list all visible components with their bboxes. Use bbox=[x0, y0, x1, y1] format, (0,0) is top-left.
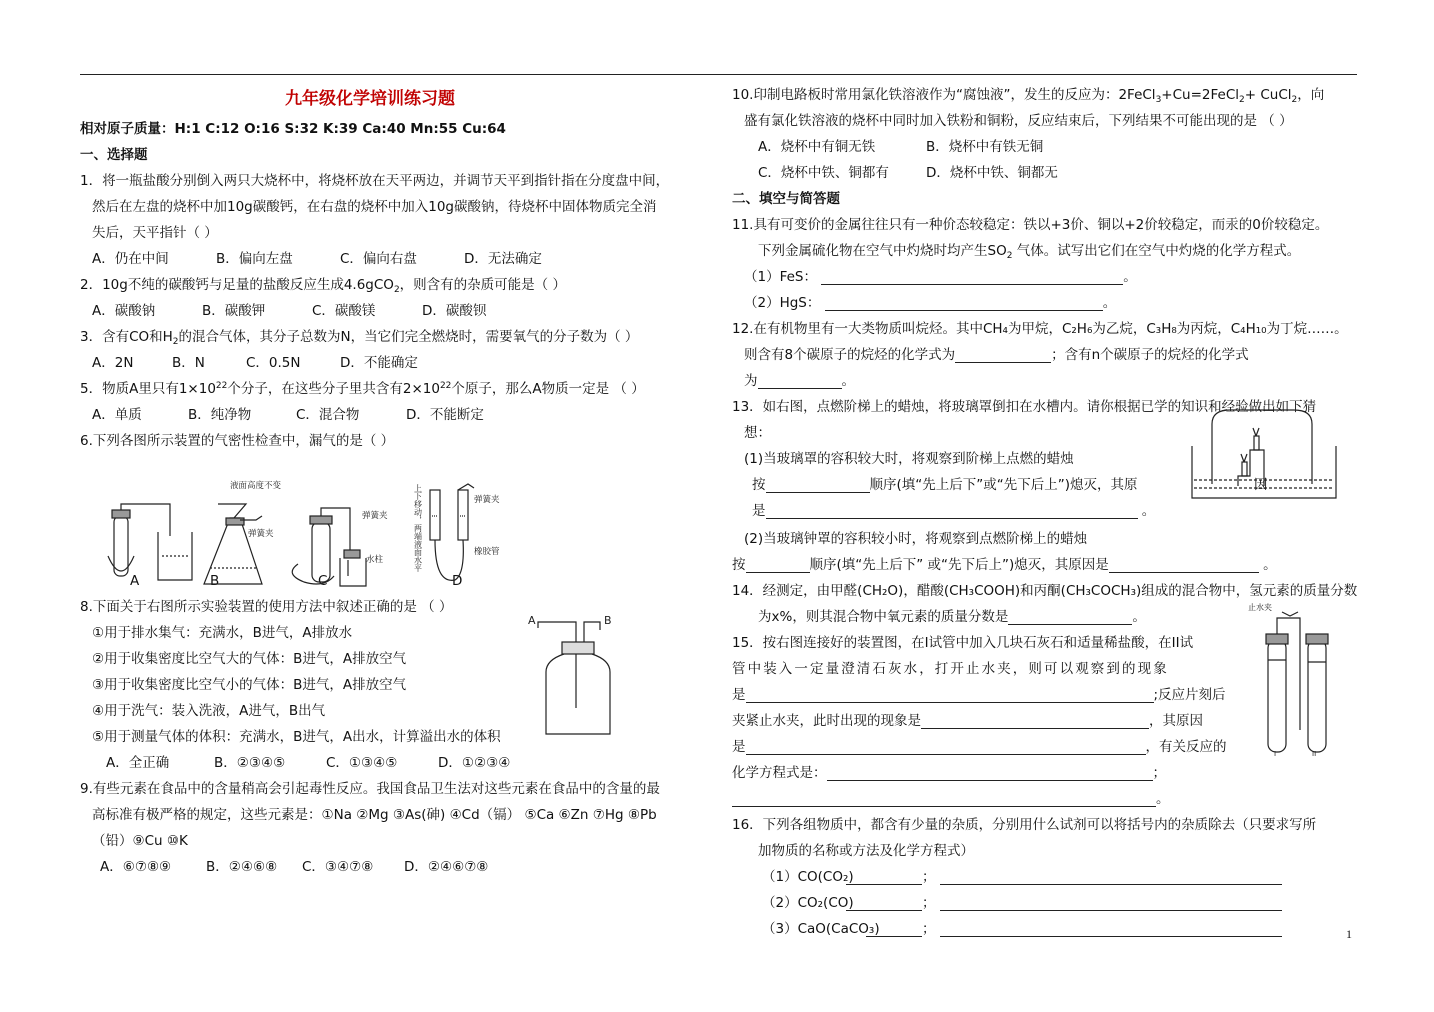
label-clamp-c: 弹簧夹 bbox=[362, 511, 388, 521]
q14-text: 为x%，则其混合物中氧元素的质量分数是 bbox=[758, 609, 1009, 625]
option: A．⑥⑦⑧⑨ bbox=[100, 859, 172, 875]
hand bbox=[292, 564, 334, 584]
q14-text: 14．经测定，由甲醛(CH₂O)，醋酸(CH₃COOH)和丙酮(CH₃COCH₃)组成的混合物中，氢元素的质量分数 bbox=[732, 583, 1358, 599]
question-9 bbox=[80, 776, 720, 880]
q3-options bbox=[80, 350, 720, 376]
label-b: B bbox=[604, 614, 612, 627]
q15-text: 管中装入一定量澄清石灰水，打开止水夹，则可以观察到的现象 bbox=[732, 661, 1169, 677]
q15-text: 是 bbox=[732, 739, 746, 755]
option: D．不能断定 bbox=[406, 407, 484, 423]
q13-text: 想： bbox=[744, 425, 771, 441]
q13-text: (1)当玻璃罩的容积较大时，将观察到阶梯上点燃的蜡烛 bbox=[744, 451, 1074, 467]
right-column bbox=[732, 82, 1362, 942]
page-title: 九年级化学培训练习题 bbox=[285, 89, 455, 109]
figure-label-b: B bbox=[210, 573, 220, 589]
option: B．N bbox=[172, 355, 205, 371]
answer-blank[interactable] bbox=[846, 868, 922, 885]
label-a: A bbox=[528, 614, 536, 627]
q12-text: ；含有n个碳原子的烷烃的化学式 bbox=[1051, 347, 1249, 363]
q16-item: （3）CaO(CaCO₃) bbox=[762, 921, 880, 937]
gas-bottle bbox=[546, 654, 610, 734]
q1-line: 失后，天平指针（ ） bbox=[92, 225, 218, 241]
stopper bbox=[112, 510, 130, 518]
label-clamp-b: 弹簧夹 bbox=[248, 529, 274, 539]
answer-blank[interactable] bbox=[732, 790, 1156, 807]
bottle-stopper bbox=[562, 642, 594, 654]
label-tube-i: I bbox=[1274, 750, 1277, 758]
conical-flask bbox=[204, 518, 262, 584]
q11-part: （2）HgS： bbox=[744, 295, 821, 311]
q15-text: 化学方程式是： bbox=[732, 765, 827, 781]
option: D．不能确定 bbox=[340, 355, 418, 371]
answer-blank[interactable] bbox=[921, 712, 1149, 729]
q13-text: 是 bbox=[752, 503, 766, 519]
q2-options bbox=[80, 298, 720, 324]
q12-text: 12.在有机物里有一大类物质叫烷烃。其中CH₄为甲烷，C₂H₆为乙烷，C₃H₈为丙烷，C₄H₁₀为丁烷……。 bbox=[732, 321, 1348, 337]
answer-blank[interactable] bbox=[827, 764, 1153, 781]
option: C．烧杯中铁、铜都有 bbox=[758, 165, 889, 181]
tube-d-right bbox=[458, 490, 468, 540]
long-tube-a bbox=[538, 622, 576, 708]
question-10: 10.印制电路板时常用氯化铁溶液作为“腐蚀液”，发生的反应为：2FeCl$_3$+Cu=2FeCl$_2$+ CuCl$_2$，向 盛有氯化铁溶液的烧杯中同时加入铁粉和铜粉，反应结束后，下列结果不可能出现的是 （ ） A．烧杯中有铜无铁 B．烧杯中有铁无铜 C．烧杯中铁、铜都有 D．烧杯中铁、铜都无 bbox=[732, 82, 1362, 186]
q13-text: 按 bbox=[752, 477, 766, 493]
atomic-mass-line: 相对原子质量：H:1 C:12 O:16 S:32 K:39 Ca:40 Mn:55 Cu:64 bbox=[80, 121, 506, 137]
q9-text: 高标准有极严格的规定，这些元素是：①Na ②Mg ③As(砷) ④Cd（镉） ⑤Ca ⑥Zn ⑦Hg ⑧Pb bbox=[92, 807, 657, 823]
answer-blank[interactable] bbox=[758, 372, 842, 389]
answer-blank[interactable] bbox=[766, 502, 1138, 519]
question-11: 11.具有可变价的金属往往只有一种价态较稳定：铁以+3价、铜以+2价较稳定，而汞的0价较稳定。 下列金属硫化物在空气中灼烧时均产生$SO_2$ 气体。试写出它们在空气中灼烧的化学方程式。 （1）FeS： 。 （2）HgS： 。 bbox=[732, 212, 1362, 316]
q8-item: ③用于收集密度比空气小的气体：B进气，A排放空气 bbox=[92, 677, 407, 693]
figure-label-a: A bbox=[130, 573, 140, 589]
q11-part: （1）FeS： bbox=[744, 269, 817, 285]
q16-text: 加物质的名称或方法及化学方程式） bbox=[758, 843, 974, 859]
question-13: 13．如右图，点燃阶梯上的蜡烛，将玻璃罩倒扣在水槽内。请你根据已学的知识和经验做出如下猜 想： (1)当玻璃罩的容积较大时，将观察到阶梯上点燃的蜡烛 按 顺序(填“先上后下”或“先下后上”)熄灭，其原 因 是 。 (2)当玻璃钟罩的容积较小时，将观察到点燃阶梯上的蜡烛 按 顺序(填“先上后下” 或“先下后上”)熄灭，其原因是 。 bbox=[732, 394, 1362, 578]
q8-gas-bottle-figure bbox=[524, 612, 628, 738]
answer-blank[interactable] bbox=[746, 556, 810, 573]
exponent: 22 bbox=[439, 381, 452, 391]
label-level-unchanged: 液面高度不变 bbox=[230, 481, 282, 491]
q15-text: ，有关反应的 bbox=[1145, 739, 1227, 755]
section-heading-fill: 二、填空与简答题 bbox=[732, 191, 840, 207]
q15-text: ;反应片刻后 bbox=[1153, 687, 1226, 703]
q9-options bbox=[80, 854, 720, 880]
option: B．碳酸钾 bbox=[202, 303, 266, 319]
q5-text: 5．物质A里只有1×10 bbox=[80, 381, 216, 397]
option: D．②④⑥⑦⑧ bbox=[404, 859, 489, 875]
q15-text: ； bbox=[1152, 765, 1166, 781]
option: D．烧杯中铁、铜都无 bbox=[926, 165, 1058, 181]
label-move-up-down: 上下移动，两端液面水平 bbox=[413, 484, 423, 572]
header-rule bbox=[80, 74, 1357, 75]
option: A．单质 bbox=[92, 407, 142, 423]
q10-text: + CuCl bbox=[1244, 87, 1292, 103]
q8-item: ①用于排水集气：充满水，B进气，A排放水 bbox=[92, 625, 353, 641]
figure-label-c: C bbox=[318, 573, 328, 589]
option: A．全正确 bbox=[106, 755, 170, 771]
option: B．②④⑥⑧ bbox=[206, 859, 278, 875]
answer-blank[interactable] bbox=[821, 268, 1123, 285]
q9-text: 9.有些元素在食品中的含量稍高会引起毒性反应。我国食品卫生法对这些元素在食品中的含量的最 bbox=[80, 781, 660, 797]
question-3: 3．含有CO和$H_2$的混合气体，其分子总数为N，当它们完全燃烧时，需要氧气的分子数为（ ） A．2N B．N C．0.5N D．不能确定 bbox=[80, 324, 720, 376]
q1-line: 1．将一瓶盐酸分别倒入两只大烧杯中，将烧杯放在天平两边，并调节天平到指针指在分度盘中间， bbox=[80, 173, 670, 189]
answer-blank[interactable] bbox=[766, 476, 870, 493]
question-14: 14．经测定，由甲醛(CH₂O)，醋酸(CH₃COOH)和丙酮(CH₃COCH₃)组成的混合物中，氢元素的质量分数 为x%，则其混合物中氧元素的质量分数是 。 bbox=[732, 578, 1362, 630]
option: D．碳酸钡 bbox=[422, 303, 487, 319]
q13-text: 因 bbox=[1254, 477, 1268, 493]
option: B．偏向左盘 bbox=[216, 251, 293, 267]
answer-blank[interactable] bbox=[1008, 608, 1132, 625]
q15-text: 15．按右图连接好的装置图，在I试管中加入几块石灰石和适量稀盐酸，在II试 bbox=[732, 635, 1194, 651]
label-water-column: 水柱 bbox=[366, 555, 384, 565]
q1-options bbox=[80, 246, 720, 272]
answer-blank[interactable] bbox=[866, 920, 922, 937]
glass-cover bbox=[1212, 410, 1312, 484]
option: A．2N bbox=[92, 355, 134, 371]
q16-text: 16．下列各组物质中，都含有少量的杂质，分别用什么试剂可以将括号内的杂质除去（只要求写所 bbox=[732, 817, 1317, 833]
q5-text: 个分子，在这些分子里共含有2×10 bbox=[227, 381, 440, 397]
q2-text: ，则含有的杂质可能是（ ） bbox=[399, 277, 566, 293]
option: A．碳酸钠 bbox=[92, 303, 156, 319]
option: C．偏向右盘 bbox=[340, 251, 417, 267]
label-rubber-tube: 橡胶管 bbox=[474, 547, 500, 557]
figure-label-d: D bbox=[452, 573, 463, 589]
q2-text: 2．10g不纯的碳酸钙与足量的盐酸反应生成4.6gCO bbox=[80, 277, 394, 293]
section-heading-choice: 一、选择题 bbox=[80, 147, 148, 163]
option: B．②③④⑤ bbox=[214, 755, 286, 771]
label-stop-clamp: 止水夹 bbox=[1248, 603, 1272, 612]
question-5 bbox=[80, 376, 720, 428]
q5-options bbox=[80, 402, 720, 428]
q8-item: ②用于收集密度比空气大的气体：B进气，A排放空气 bbox=[92, 651, 407, 667]
q13-text: 顺序(填“先上后下”或“先下后上”)熄灭，其原 bbox=[869, 477, 1138, 493]
option: C．碳酸镁 bbox=[312, 303, 376, 319]
q15-text: 是 bbox=[732, 687, 746, 703]
q10-options bbox=[732, 160, 1362, 186]
question-1 bbox=[80, 168, 720, 272]
q13-text: 13．如右图，点燃阶梯上的蜡烛，将玻璃罩倒扣在水槽内。请你根据已学的知识和经验做出如下猜 bbox=[732, 399, 1317, 415]
candle-bottom bbox=[1242, 462, 1247, 476]
option: A．烧杯中有铜无铁 bbox=[758, 139, 876, 155]
question-15: 15．按右图连接好的装置图，在I试管中加入几块石灰石和适量稀盐酸，在II试 管中装入一定量澄清石灰水，打开止水夹，则可以观察到的现象 是 ;反应片刻后 夹紧止水夹，此时出现的现象是 ，其原因 是 ，有关反应的 化学方程式是： ； 。 bbox=[732, 630, 1362, 812]
q15-text: 夹紧止水夹，此时出现的现象是 bbox=[732, 713, 921, 729]
test-tube-c bbox=[312, 522, 330, 582]
candle-top bbox=[1254, 436, 1259, 450]
q13-text: 按 bbox=[732, 557, 746, 573]
q15-text: ，其原因 bbox=[1149, 713, 1203, 729]
tube-d-left bbox=[430, 490, 440, 540]
q10-text: 盛有氯化铁溶液的烧杯中同时加入铁粉和铜粉，反应结束后，下列结果不可能出现的是 （ ） bbox=[744, 113, 1293, 129]
q3-text: 的混合气体，其分子总数为N，当它们完全燃烧时，需要氧气的分子数为（ ） bbox=[178, 329, 639, 345]
q10-text: 10.印制电路板时常用氯化铁溶液作为“腐蚀液”，发生的反应为：2FeCl bbox=[732, 87, 1156, 103]
question-12: 12.在有机物里有一大类物质叫烷烃。其中CH₄为甲烷，C₂H₆为乙烷，C₃H₈为丙烷，C₄H₁₀为丁烷……。 则含有8个碳原子的烷烃的化学式为 ；含有n个碳原子的烷烃的化学式 为 。 bbox=[732, 316, 1362, 394]
q13-candle-figure bbox=[1190, 406, 1342, 502]
bottle-c bbox=[340, 558, 366, 586]
q3-text: 3．含有CO和H bbox=[80, 329, 173, 345]
q1-line: 然后在左盘的烧杯中加10g碳酸钙，在右盘的烧杯中加入10g碳酸钠，待烧杯中固体物质完全消 bbox=[92, 199, 657, 215]
option: C．混合物 bbox=[296, 407, 360, 423]
page-number: 1 bbox=[1346, 927, 1352, 941]
q13-text: 顺序(填“先上后下” 或“先下后上”)熄灭，其原因是 bbox=[809, 557, 1109, 573]
option: B．烧杯中有铁无铜 bbox=[926, 139, 1044, 155]
q12-text: 则含有8个碳原子的烷烃的化学式为 bbox=[744, 347, 956, 363]
answer-blank[interactable] bbox=[955, 346, 1051, 363]
q8-item: ⑤用于测量气体的体积：充满水，B进气，A出水，计算溢出水的体积 bbox=[92, 729, 501, 745]
option: C．①③④⑤ bbox=[326, 755, 398, 771]
q12-text: 为 bbox=[744, 373, 758, 389]
test-tube-i bbox=[1268, 640, 1286, 752]
q6-apparatus-figures bbox=[100, 476, 500, 596]
q11-text: 气体。试写出它们在空气中灼烧的化学方程式。 bbox=[1012, 243, 1301, 259]
q10-text: +Cu=2FeCl bbox=[1161, 87, 1240, 103]
q8-options bbox=[80, 750, 720, 776]
q6-text: 6.下列各图所示装置的气密性检查中，漏气的是（ ） bbox=[80, 433, 395, 449]
answer-blank[interactable] bbox=[846, 894, 922, 911]
q9-text: （铅）⑨Cu ⑩K bbox=[92, 833, 188, 849]
q16-item: （1）CO(CO₂) bbox=[762, 869, 854, 885]
q11-text: 11.具有可变价的金属往往只有一种价态较稳定：铁以+3价、铜以+2价较稳定，而汞的0价较稳定。 bbox=[732, 217, 1329, 233]
option: C．③④⑦⑧ bbox=[302, 859, 374, 875]
option: B．纯净物 bbox=[188, 407, 252, 423]
test-tube-a bbox=[114, 516, 128, 576]
question-16: 16．下列各组物质中，都含有少量的杂质，分别用什么试剂可以将括号内的杂质除去（只要求写所 加物质的名称或方法及化学方程式） （1）CO(CO₂) ； （2）CO₂(CO) ； （3）CaO(CaCO₃) ； bbox=[732, 812, 1362, 942]
q11-text: 下列金属硫化物在空气中灼烧时均产生SO bbox=[758, 243, 1007, 259]
option: C．0.5N bbox=[246, 355, 301, 371]
answer-blank[interactable] bbox=[746, 738, 1146, 755]
test-tube-ii bbox=[1308, 640, 1326, 752]
q15-apparatus-figure bbox=[1238, 600, 1350, 758]
answer-blank[interactable] bbox=[940, 920, 1282, 937]
q8-text: 8.下面关于右图所示实验装置的使用方法中叙述正确的是 （ ） bbox=[80, 599, 453, 615]
label-clamp-d: 弹簧夹 bbox=[474, 495, 500, 505]
answer-blank[interactable] bbox=[940, 868, 1282, 885]
label-tube-ii: II bbox=[1312, 750, 1317, 758]
q13-text: (2)当玻璃钟罩的容积较小时，将观察到点燃阶梯上的蜡烛 bbox=[744, 531, 1088, 547]
q10-text: ，向 bbox=[1297, 87, 1325, 103]
answer-blank[interactable] bbox=[1109, 556, 1259, 573]
answer-blank[interactable] bbox=[825, 294, 1103, 311]
rubber-tube bbox=[435, 540, 463, 580]
option: A．仍在中间 bbox=[92, 251, 169, 267]
question-2: 2．10g不纯的碳酸钙与足量的盐酸反应生成4.6gCO$_2$，则含有的杂质可能是（ ） A．碳酸钠 B．碳酸钾 C．碳酸镁 D．碳酸钡 bbox=[80, 272, 720, 324]
q5-text: 个原子，那么A物质一定是 （ ） bbox=[451, 381, 645, 397]
answer-blank[interactable] bbox=[746, 686, 1154, 703]
answer-blank[interactable] bbox=[940, 894, 1282, 911]
q16-item: （2）CO₂(CO) bbox=[762, 895, 854, 911]
option: D．①②③④ bbox=[438, 755, 511, 771]
exponent: 22 bbox=[215, 381, 228, 391]
option: D．无法确定 bbox=[464, 251, 542, 267]
q8-item: ④用于洗气：装入洗液，A进气，B出气 bbox=[92, 703, 326, 719]
q10-options bbox=[732, 134, 1362, 160]
